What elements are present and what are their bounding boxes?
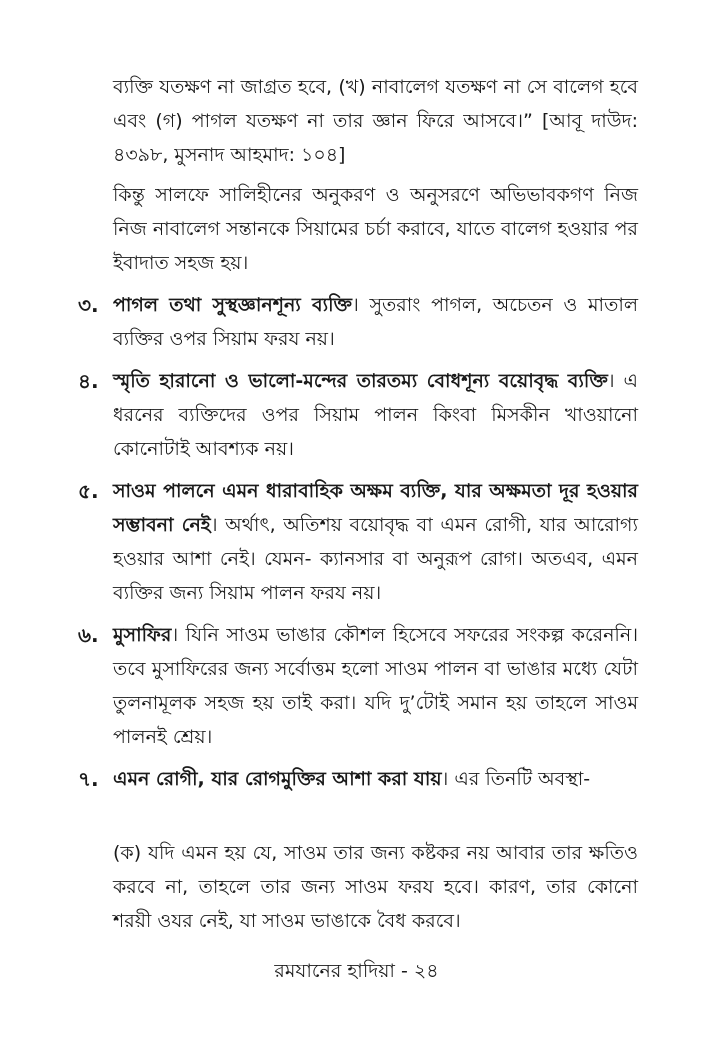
list-item-heading: এমন রোগী, যার রোগমুক্তির আশা করা যায় <box>113 768 442 790</box>
sub-paragraph-ka: (ক) যদি এমন হয় যে, সাওম তার জন্য কষ্টকর নয় আবার তার ক্ষতিও করবে না, তাহলে তার জন্য সাওম ফরয হবে। কারণ, তার কোনো শরয়ী ওযর নেই, যা সাওম ভাঙাকে বৈধ করবে। <box>113 842 638 932</box>
list-item-number: ৩. <box>78 293 99 317</box>
hadith-reference: [আবূ দাউদ: ৪৩৯৮, মুসনাদ আহমাদ: ১০৪] <box>113 110 638 166</box>
list-item-body: । সুতরাং পাগল, অচেতন ও মাতাল ব্যক্তির ওপর সিয়াম ফরয নয়। <box>113 294 638 350</box>
book-title: রমযানের হাদিয়া <box>274 960 395 982</box>
list-item-heading: সাওম পালনে এমন ধারাবাহিক অক্ষম ব্যক্তি, যার অক্ষমতা দূর হওয়ার সম্ভাবনা নেই <box>113 480 638 536</box>
footer-separator: - <box>401 960 408 982</box>
list-item-body: । অর্থাৎ, অতিশয় বয়োবৃদ্ধ বা এমন রোগী, যার আরোগ্য হওয়ার আশা নেই। যেমন- ক্যানসার বা অনুরূপ রোগ। অতএব, এমন ব্যক্তির জন্য সিয়াম পালন ফরয নয়। <box>113 514 639 604</box>
list-item-body: । এ ধরনের ব্যক্তিদের ওপর সিয়াম পালন কিংবা মিসকীন খাওয়ানো কোনোটাই আবশ্যক নয়। <box>113 370 638 460</box>
salaf-practice-paragraph: কিন্তু সালফে সালিহীনের অনুকরণ ও অনুসরণে অভিভাবকগণ নিজ নিজ নাবালেগ সন্তানকে সিয়ামের চর্চা করাবে, যাতে বালেগ হওয়ার পর ইবাদাত সহজ হয়। <box>113 184 638 274</box>
page-number: ২৪ <box>413 960 439 982</box>
list-item-3 <box>78 288 638 356</box>
list-item-heading: মুসাফির <box>113 624 172 646</box>
list-item-number: ৫. <box>78 479 99 503</box>
list-item-body: । এর তিনটি অবস্থা- <box>441 768 591 790</box>
list-item-number: ৪. <box>78 369 99 393</box>
page-footer <box>0 956 713 986</box>
list-item-6 <box>78 618 638 754</box>
list-item-number: ৭. <box>78 767 99 791</box>
list-item-number: ৬. <box>78 623 99 647</box>
list-item-7 <box>78 762 638 796</box>
list-item-body: । যিনি সাওম ভাঙার কৌশল হিসেবে সফরের সংকল্প করেননি। তবে মুসাফিরের জন্য সর্বোত্তম হলো সাওম পালন বা ভাঙার মধ্যে যেটা তুলনামূলক সহজ হয় তাই করা। যদি দু’টোই সমান হয় তাহলে সাওম পালনই শ্রেয়। <box>113 624 638 748</box>
list-item-heading: স্মৃতি হারানো ও ভালো-মন্দের তারতম্য বোধশূন্য বয়োবৃদ্ধ ব্যক্তি <box>113 370 608 392</box>
list-item-4 <box>78 364 638 466</box>
hadith-text: ব্যক্তি যতক্ষণ না জাগ্রত হবে, (খ) নাবালেগ যতক্ষণ না সে বালেগ হবে এবং (গ) পাগল যতক্ষণ না তার জ্ঞান ফিরে আসবে।” <box>113 76 638 132</box>
list-item-heading: পাগল তথা সুস্থজ্ঞানশূন্য ব্যক্তি <box>113 294 353 316</box>
hadith-continuation-paragraph <box>113 70 638 172</box>
list-item-5 <box>78 474 638 610</box>
